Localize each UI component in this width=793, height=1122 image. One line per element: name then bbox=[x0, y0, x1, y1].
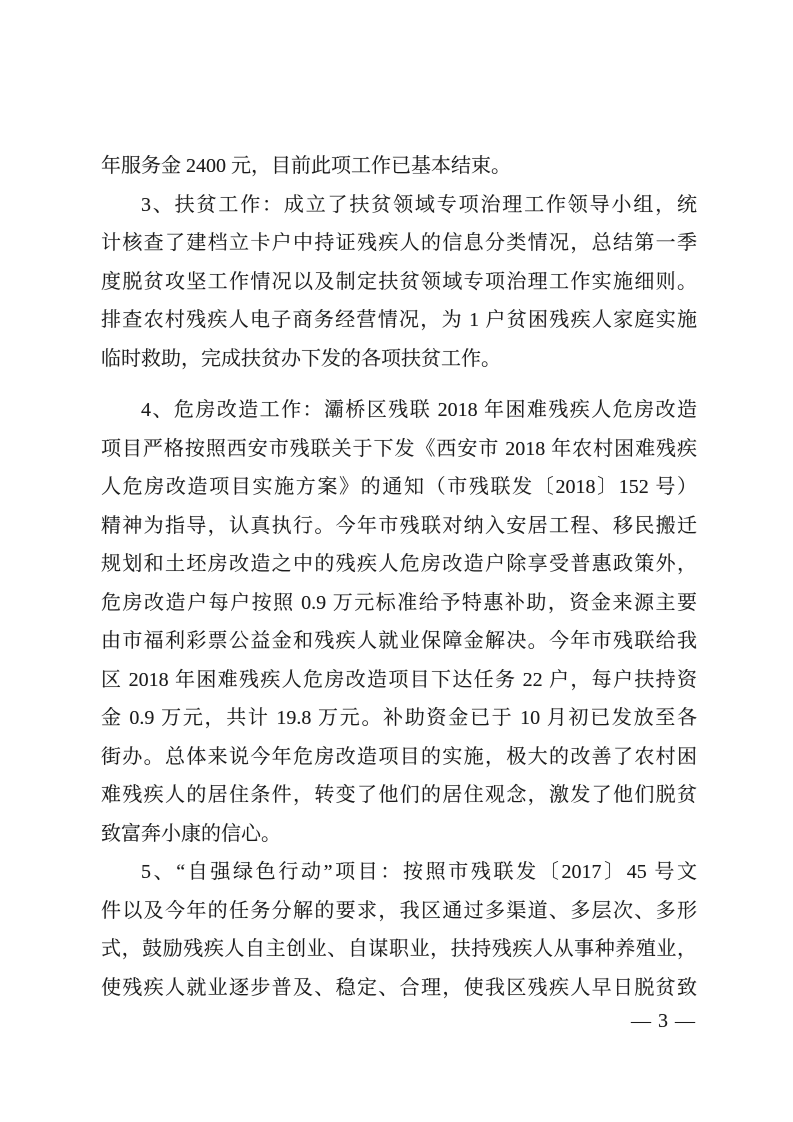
text-line: 街办。总体来说今年危房改造项目的实施，极大的改善了农村困 bbox=[101, 745, 697, 768]
text-line: 件以及今年的任务分解的要求，我区通过多渠道、多层次、多形 bbox=[101, 899, 697, 922]
text-line: 临时救助，完成扶贫办下发的各项扶贫工作。 bbox=[101, 347, 501, 370]
text-line: 致富奔小康的信心。 bbox=[101, 822, 281, 845]
body-paragraph bbox=[101, 147, 697, 186]
text-line: 5、“自强绿色行动”项目：按照市残联发〔2017〕45 号文 bbox=[141, 861, 697, 883]
text-line: 年服务金 2400 元，目前此项工作已基本结束。 bbox=[101, 155, 511, 177]
body-paragraph bbox=[101, 186, 697, 379]
document-body bbox=[101, 147, 697, 1007]
text-line: 度脱贫攻坚工作情况以及制定扶贫领域专项治理工作实施细则。 bbox=[101, 270, 697, 293]
text-line: 项目严格按照西安市残联关于下发《西安市 2018 年农村困难残疾 bbox=[101, 437, 697, 460]
page-number: — 3 — bbox=[631, 1010, 696, 1032]
body-paragraph bbox=[101, 853, 697, 1007]
text-line: 难残疾人的居住条件，转变了他们的居住观念，激发了他们脱贫 bbox=[101, 784, 697, 806]
text-line: 人危房改造项目实施方案》的通知（市残联发〔2018〕152 号） bbox=[101, 476, 697, 498]
body-paragraph bbox=[101, 391, 697, 853]
text-line: 排查农村残疾人电子商务经营情况，为 1 户贫困残疾人家庭实施 bbox=[101, 309, 697, 331]
text-line: 使残疾人就业逐步普及、稳定、合理，使我区残疾人早日脱贫致 bbox=[101, 976, 697, 999]
text-line: 4、危房改造工作：灞桥区残联 2018 年困难残疾人危房改造 bbox=[141, 399, 697, 421]
text-line: 危房改造户每户按照 0.9 万元标准给予特惠补助，资金来源主要 bbox=[101, 591, 697, 614]
text-line: 3、扶贫工作：成立了扶贫领域专项治理工作领导小组，统 bbox=[141, 193, 697, 216]
text-line: 金 0.9 万元，共计 19.8 万元。补助资金已于 10 月初已发放至各 bbox=[101, 707, 697, 729]
text-line: 计核查了建档立卡户中持证残疾人的信息分类情况，总结第一季 bbox=[101, 232, 697, 254]
text-line: 区 2018 年困难残疾人危房改造项目下达任务 22 户，每户扶持资 bbox=[101, 668, 697, 691]
text-line: 由市福利彩票公益金和残疾人就业保障金解决。今年市残联给我 bbox=[101, 630, 697, 652]
text-line: 式，鼓励残疾人自主创业、自谋职业，扶持残疾人从事种养殖业， bbox=[101, 938, 697, 960]
text-line: 精神为指导，认真执行。今年市残联对纳入安居工程、移民搬迁 bbox=[101, 514, 697, 537]
text-line: 规划和土坯房改造之中的残疾人危房改造户除享受普惠政策外， bbox=[101, 553, 697, 575]
